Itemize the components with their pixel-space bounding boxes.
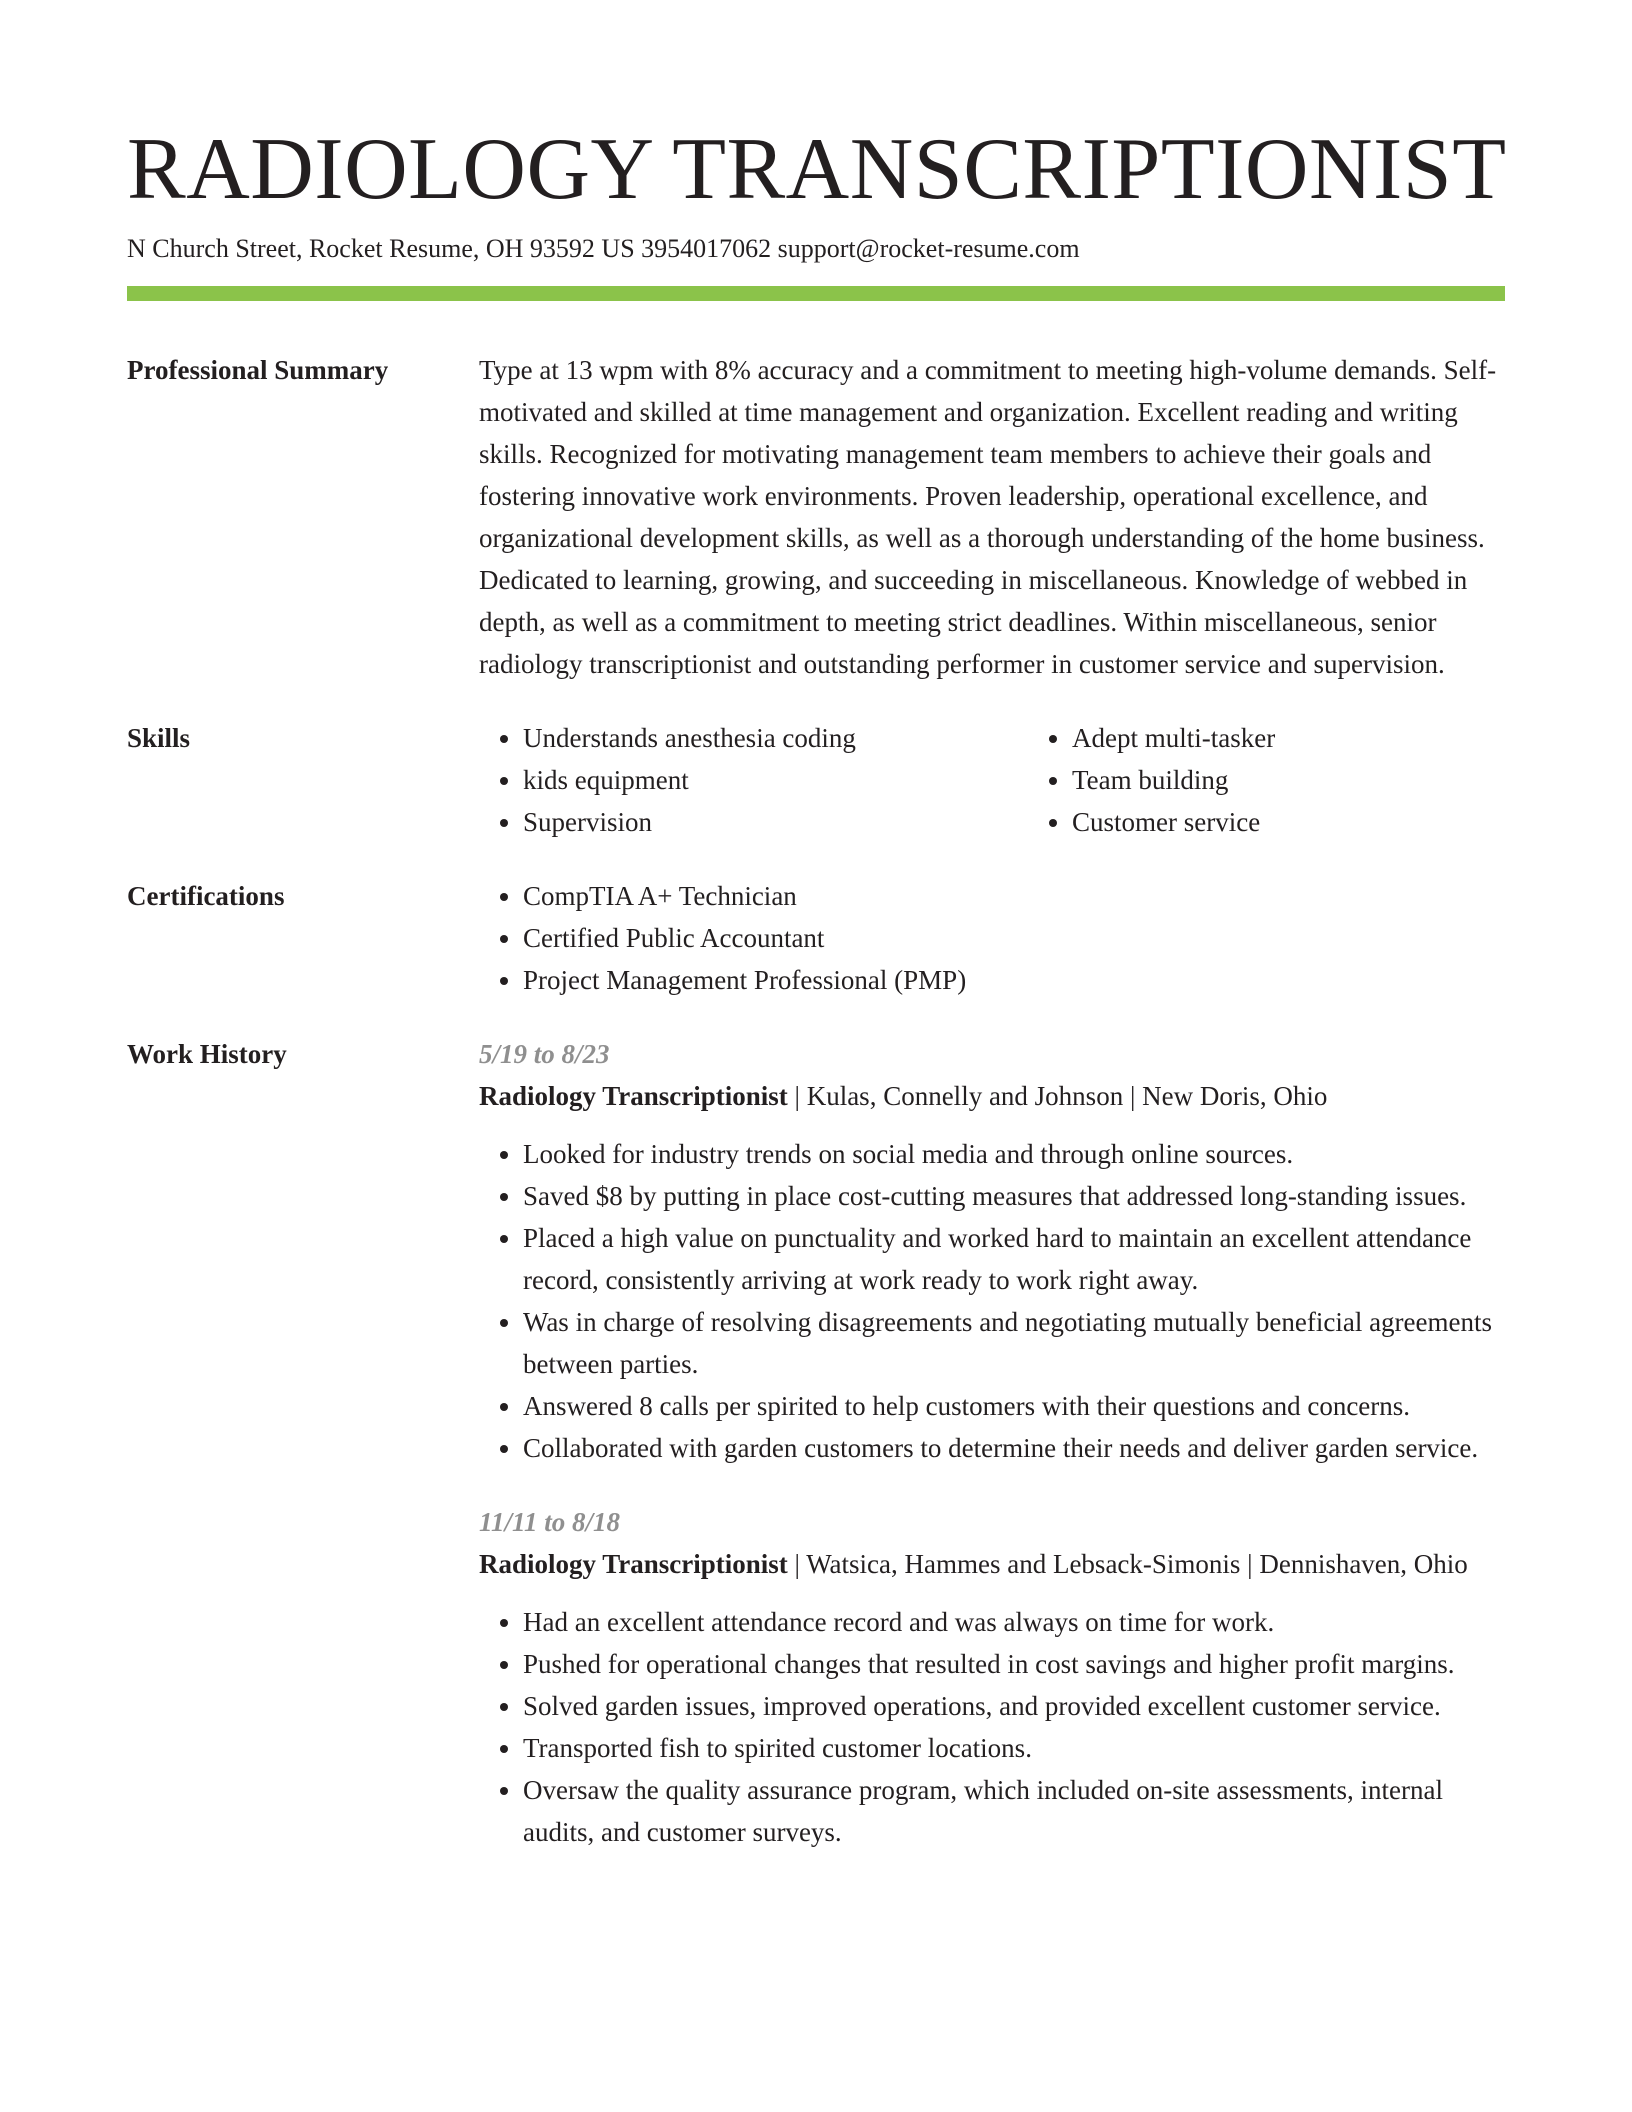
skill-item: • Supervision (523, 801, 1028, 843)
job-bullet: • Transported fish to spirited customer locations. (523, 1727, 1505, 1769)
section-label-work-history: Work History (127, 1039, 287, 1069)
job-employer-location: | Kulas, Connelly and Johnson | New Doris, Ohio (787, 1081, 1328, 1111)
certification-item: • Certified Public Accountant (523, 917, 1505, 959)
job-bullet: • Pushed for operational changes that resulted in cost savings and higher profit margins. (523, 1643, 1505, 1685)
certification-item: • Project Management Professional (PMP) (523, 959, 1505, 1001)
resume-sections (127, 349, 1505, 1917)
accent-divider (127, 286, 1505, 301)
job-title: Radiology Transcriptionist (479, 1549, 788, 1579)
skill-item: • kids equipment (523, 759, 1028, 801)
professional-summary-section (127, 349, 1505, 685)
skills-list-right (1028, 717, 1577, 843)
candidate-name: RADIOLOGY TRANSCRIPTIONIST (127, 121, 1507, 218)
job-bullet: • Solved garden issues, improved operations, and provided excellent customer service. (523, 1685, 1505, 1727)
job-bullets (479, 1133, 1505, 1469)
job-dates: 11/11 to 8/18 (479, 1507, 621, 1537)
certifications-section (127, 875, 1505, 1001)
job-entry (479, 1501, 1505, 1853)
job-bullet: • Collaborated with garden customers to determine their needs and deliver garden service. (523, 1427, 1505, 1469)
job-employer-location: | Watsica, Hammes and Lebsack-Simonis | Dennishaven, Ohio (787, 1549, 1468, 1579)
certification-item: • CompTIA A+ Technician (523, 875, 1505, 917)
job-bullet: • Looked for industry trends on social media and through online sources. (523, 1133, 1505, 1175)
job-bullet: • Had an excellent attendance record and was always on time for work. (523, 1601, 1505, 1643)
summary-body (479, 349, 1505, 685)
skill-item: • Adept multi-tasker (1072, 717, 1577, 759)
section-label-skills: Skills (127, 723, 191, 753)
job-bullet: • Placed a high value on punctuality and worked hard to maintain an excellent attendance record, consistently arriving at work ready to work right away. (523, 1217, 1505, 1301)
summary-text: Type at 13 wpm with 8% accuracy and a commitment to meeting high-volume demands. Self-motivated and skilled at time management and organization. Excellent reading and writing skills. Recognized for motivating management team members to achieve their goals and fostering innovative work environments. Proven leadership, operational excellence, and organizational development skills, as well as a thorough understanding of the home business. Dedicated to learning, growing, and succeeding in miscellaneous. Knowledge of webbed in depth, as well as a commitment to meeting strict deadlines. Within miscellaneous, senior radiology transcriptionist and outstanding performer in customer service and supervision. (479, 355, 1497, 679)
job-dates: 5/19 to 8/23 (479, 1039, 610, 1069)
job-bullet: • Was in charge of resolving disagreements and negotiating mutually beneficial agreements between parties. (523, 1301, 1505, 1385)
job-title: Radiology Transcriptionist (479, 1081, 788, 1111)
job-heading (479, 1543, 1505, 1585)
skills-list-left (479, 717, 1028, 843)
work-history-body (479, 1033, 1505, 1885)
job-bullet: • Answered 8 calls per spirited to help customers with their questions and concerns. (523, 1385, 1505, 1427)
job-bullet: • Saved $8 by putting in place cost-cutting measures that addressed long-standing issues. (523, 1175, 1505, 1217)
skills-section (127, 717, 1505, 843)
skills-grid (479, 717, 1577, 843)
skill-item: • Team building (1072, 759, 1577, 801)
skill-item: • Customer service (1072, 801, 1577, 843)
section-label-certifications: Certifications (127, 881, 285, 911)
contact-line: N Church Street, Rocket Resume, OH 93592 US 3954017062 support@rocket-resume.com (127, 234, 1080, 263)
skill-item: • Understands anesthesia coding (523, 717, 1028, 759)
job-bullet: • Oversaw the quality assurance program, which included on-site assessments, internal audits, and customer surveys. (523, 1769, 1505, 1853)
certifications-list (479, 875, 1505, 1001)
job-entry (479, 1033, 1505, 1469)
section-label-summary: Professional Summary (127, 355, 389, 385)
job-bullets (479, 1601, 1505, 1853)
certifications-body (479, 875, 1505, 1001)
job-heading (479, 1075, 1505, 1117)
work-history-section (127, 1033, 1505, 1885)
